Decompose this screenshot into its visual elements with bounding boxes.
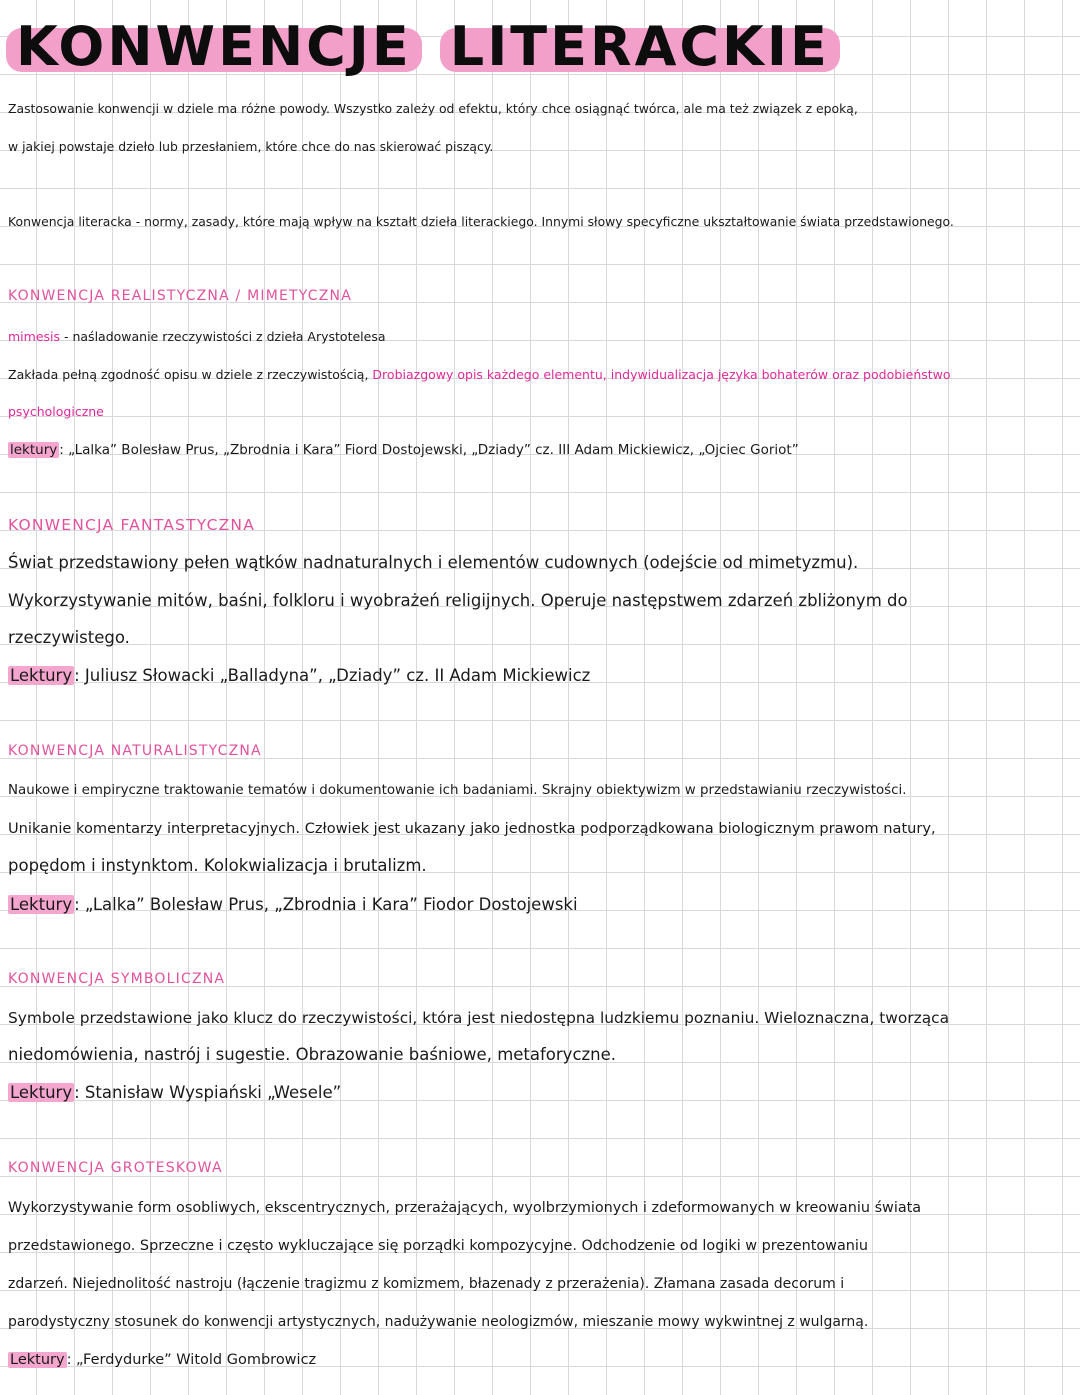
realist-line-2-black: Zakłada pełną zgodność opisu w dziele z rzeczywistością, (8, 367, 369, 382)
mimesis-definition: - naśladowanie rzeczywistości z dzieła Arystotelesa (60, 329, 386, 344)
symbolic-lektury (8, 1083, 341, 1103)
title-word-konwencje: KONWENCJE (6, 14, 422, 80)
lektury-label: Lektury (10, 666, 73, 685)
lektury-text: : „Lalka” Bolesław Prus, „Zbrodnia i Kara” Fiodor Dostojewski (74, 895, 578, 914)
mimesis-term: mimesis (8, 329, 61, 344)
realist-line-3: psychologiczne (8, 404, 104, 419)
lektury-label: Lektury (10, 1083, 73, 1102)
intro-line-1: Zastosowanie konwencji w dziele ma różne powody. Wszystko zależy od efektu, który chce osiągnąć twórca, ale ma też związek z epoką, (8, 101, 858, 116)
naturalist-lektury (8, 895, 578, 915)
fantastic-line-2: Wykorzystywanie mitów, baśni, folkloru i wyobrażeń religijnych. Operuje następstwem zdarzeń zbliżonym do (8, 591, 908, 610)
grotesque-line-2: przedstawionego. Sprzeczne i często wykluczające się porządki kompozycyjne. Odchodzenie od logiki w prezentowaniu (8, 1238, 869, 1254)
grotesque-line-4: parodystyczny stosunek do konwencji artystycznych, nadużywanie neologizmów, mieszanie mowy wykwintnej z wulgarną. (8, 1314, 869, 1330)
definition-line: Konwencja literacka - normy, zasady, które mają wpływ na kształt dzieła literackiego. Innymi słowy specyficzne ukształtowanie świata przedstawionego. (8, 214, 954, 229)
fantastic-lektury (8, 666, 590, 686)
fantastic-line-1: Świat przedstawiony pełen wątków nadnaturalnych i elementów cudownych (odejście od mimetyzmu). (8, 553, 859, 572)
section-heading-symbolic: KONWENCJA SYMBOLICZNA (8, 971, 226, 987)
title-word-literackie: LITERACKIE (440, 14, 840, 80)
intro-line-2: w jakiej powstaje dzieło lub przesłaniem, które chce do nas skierować piszący. (8, 139, 494, 154)
fantastic-line-3: rzeczywistego. (8, 628, 130, 647)
section-heading-fantastic: KONWENCJA FANTASTYCZNA (8, 516, 256, 534)
lektury-text: : Juliusz Słowacki „Balladyna”, „Dziady” cz. II Adam Mickiewicz (74, 666, 591, 685)
page-title (6, 14, 840, 80)
lektury-label: Lektury (10, 895, 73, 914)
grotesque-line-3: zdarzeń. Niejednolitość nastroju (łączenie tragizmu z komizmem, błazenady z przerażenia). Złamana zasada decorum i (8, 1276, 845, 1292)
realist-lektury (8, 440, 799, 460)
lektury-text: : „Lalka” Bolesław Prus, „Zbrodnia i Kara” Fiord Dostojewski, „Dziady” cz. III Adam Mickiewicz, „Ojciec Goriot” (59, 442, 799, 458)
section-heading-naturalist: KONWENCJA NATURALISTYCZNA (8, 743, 262, 759)
lektury-text: : „Ferdydurke” Witold Gombrowicz (66, 1352, 317, 1368)
lektury-text: : Stanisław Wyspiański „Wesele” (74, 1083, 342, 1102)
section-heading-grotesque: KONWENCJA GROTESKOWA (8, 1160, 223, 1176)
symbolic-line-2: niedomówienia, nastrój i sugestie. Obrazowanie baśniowe, metaforyczne. (8, 1045, 617, 1064)
naturalist-line-1: Naukowe i empiryczne traktowanie tematów i dokumentowanie ich badaniami. Skrajny obiektywizm w przedstawianiu rzeczywistości. (8, 783, 907, 798)
lektury-label: lektury (10, 442, 58, 458)
section-heading-realist: KONWENCJA REALISTYCZNA / MIMETYCZNA (8, 288, 352, 304)
realist-line-1 (8, 327, 386, 347)
grotesque-line-1: Wykorzystywanie form osobliwych, ekscentrycznych, przerażających, wyolbrzymionych i zdeformowanych w kreowaniu świata (8, 1200, 922, 1216)
grotesque-lektury (8, 1350, 316, 1370)
naturalist-line-3: popędom i instynktom. Kolokwializacja i brutalizm. (8, 856, 427, 875)
realist-line-2 (8, 365, 951, 385)
lektury-label: Lektury (10, 1352, 65, 1368)
realist-line-2-pink: Drobiazgowy opis każdego elementu, indywidualizacja języka bohaterów oraz podobieństwo (368, 367, 951, 382)
symbolic-line-1: Symbole przedstawione jako klucz do rzeczywistości, która jest niedostępna ludzkiemu poznaniu. Wieloznaczna, tworząca (8, 1009, 950, 1027)
naturalist-line-2: Unikanie komentarzy interpretacyjnych. Człowiek jest ukazany jako jednostka podporządkowana biologicznym prawom natury, (8, 820, 936, 837)
